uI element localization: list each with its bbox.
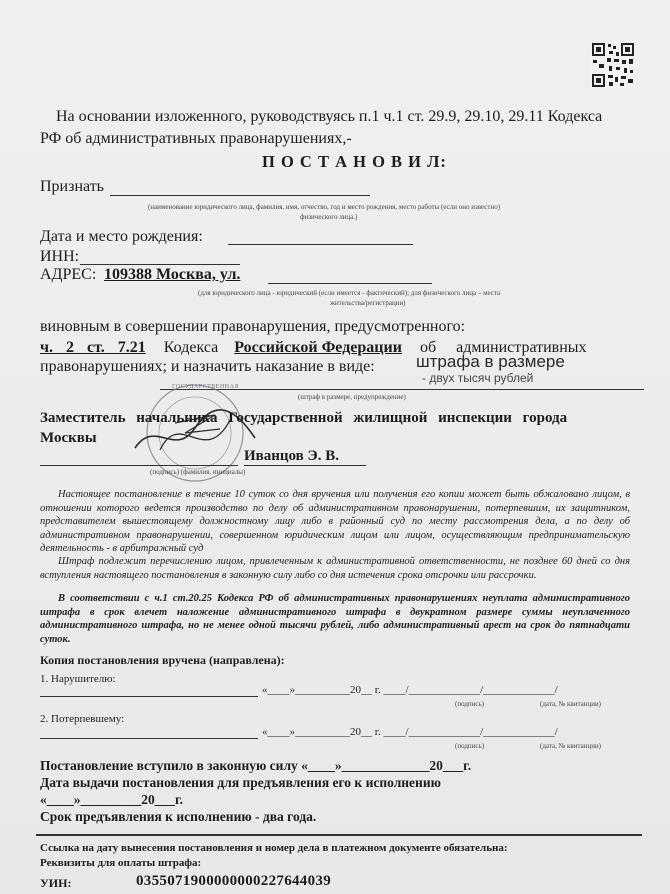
receipt-hint-1: (дата, № квитанции) (540, 700, 602, 708)
signature-line (40, 465, 238, 466)
note-payment: Штраф подлежит перечислению лицом, привлеченным к административной ответственности, не позднее 60 дней со дня вступления настоящего постановления в законную силу либо со дня истечения срока отсрочки или рассрочки. (40, 556, 630, 581)
effective-line-4: Срок предъявления к исполнению - два года. (40, 809, 317, 824)
copy-date-2: «____»__________20__ г. ____/_____________/_____________/ (262, 726, 558, 738)
recognize-hint-1: (наименование юридического лица, фамилия, имя, отчество, год и место рождения, место работы (если оно известно) (148, 203, 501, 211)
recognize-label: Признать (40, 178, 104, 195)
copy-item-1: 1. Нарушителю: (40, 673, 116, 685)
penalty-amount: - двух тысяч рублей (422, 371, 534, 385)
official-line-1: Заместитель начальника Государственной жилищной инспекции города (40, 410, 568, 426)
article-ref: ч. 2 ст. 7.21 (40, 339, 146, 356)
receipt-hint-2: (дата, № квитанции) (540, 742, 602, 750)
intro-line-1: На основании изложенного, руководствуясь п.1 ч.1 ст. 29.9, 29.10, 29.11 Кодекса (56, 108, 603, 125)
payment-divider (36, 834, 642, 836)
official-line-2: Москвы (40, 430, 97, 446)
copy-item-2: 2. Потерпевшему: (40, 713, 125, 725)
guilty-line-1: виновным в совершении правонарушения, предусмотренного: (40, 318, 466, 335)
address-hint-2: жительства/регистрации) (330, 299, 406, 307)
effective-line-2: Дата выдачи постановления для предъявления его к исполнению (40, 775, 441, 790)
address-label: АДРЕС: (40, 266, 97, 283)
copy-line-1 (40, 696, 258, 697)
official-hint: (подпись) (фамилия, инициалы) (150, 468, 246, 476)
inn-label: ИНН: (40, 248, 80, 265)
effective-line-3: «____»_________20___г. (40, 792, 183, 807)
code-text: Кодекса (163, 339, 219, 356)
payment-notice: Ссылка на дату вынесения постановления и номер дела в платежном документе обязательна: (40, 842, 508, 854)
recognize-line (110, 195, 370, 196)
copy-line-2 (40, 738, 258, 739)
guilty-line-3: правонарушениях; и назначить наказание в виде: (40, 358, 375, 375)
copy-date-1: «____»__________20__ г. ____/_____________/_____________/ (262, 684, 558, 696)
penalty-text: штрафа в размере (416, 352, 565, 371)
note-penalty: В соответствии с ч.1 ст.20.25 Кодекса РФ об административных правонарушениях неуплата административного штрафа в срок влечет наложение административного штрафа в двукратном размере суммы неуплаченного административного штрафа, но не менее одной тысячи рублей, либо административный арест на срок до пятнадцати суток. (40, 593, 630, 645)
birth-label: Дата и место рождения: (40, 228, 203, 245)
address-line (268, 283, 432, 284)
effective-line-1: Постановление вступило в законную силу «____»_____________20___г. (40, 758, 472, 773)
recognize-hint-2: физического лица.) (300, 213, 358, 221)
stamp-text: ГОСУДАРСТВЕННАЯ (172, 384, 239, 390)
uin-label: УИН: (40, 876, 72, 890)
official-name: Иванцов Э. В. (244, 448, 339, 464)
code-bold: Российской Федерации (234, 339, 402, 356)
code-rest: об административных (419, 339, 587, 356)
name-line (244, 465, 366, 466)
address-hint-1: (для юридического лица - юридический (если имеется - фактический); для физического лица – места (198, 289, 501, 297)
sig-hint-2: (подпись) (455, 742, 485, 750)
sig-hint-1: (подпись) (455, 700, 485, 708)
qr-code-icon (591, 42, 635, 88)
uin-value: 0355071900000000227644039 (136, 873, 331, 889)
birth-line (228, 244, 413, 245)
inn-line (80, 264, 240, 265)
penalty-hint: (штраф в размере, предупреждение) (298, 393, 406, 401)
payment-details: Реквизиты для оплаты штрафа: (40, 857, 202, 869)
page-title: П О С Т А Н О В И Л: (262, 152, 447, 171)
address-value: 109388 Москва, ул. (104, 266, 241, 283)
copy-title: Копия постановления вручена (направлена): (40, 653, 285, 667)
note-appeal: Настоящее постановление в течение 10 суток со дня вручения или получения его копии может быть обжаловано лицом, в отношении которого ведется производство по делу об административном правонарушении, потерпевшим, их защитником, представителем вышестоящему должностному лицу либо в районный суд по месту рассмотрения дела, а по делу об административном правонарушении, совершенном юридическим лицом или лицом, осуществляющим предпринимательскую деятельность - в арбитражный суд (40, 489, 630, 554)
intro-line-2: РФ об административных правонарушениях,- (40, 130, 352, 147)
